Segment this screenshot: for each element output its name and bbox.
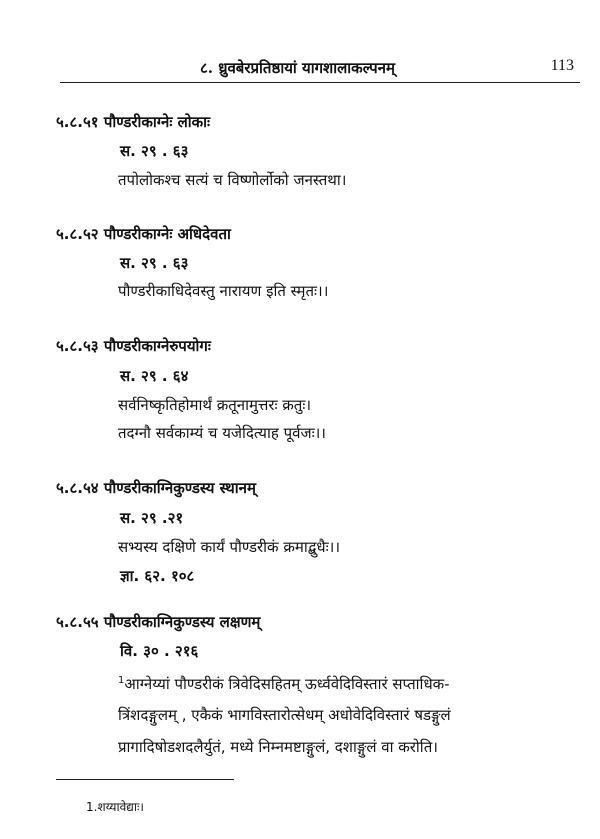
- verse-line: तपोलोकश्च सत्यं च विष्णोर्लोको जनस्तथा।: [118, 171, 347, 189]
- prose-line: त्रिंशदङ्गुलम् , एकैकं भागविस्तारोत्सेधम् अधोवेदिविस्तारं षडङ्गुलं: [118, 706, 451, 724]
- source-reference: स. २९ . ६४: [120, 367, 189, 385]
- footnote-marker: 1: [118, 675, 125, 686]
- running-header: [60, 58, 580, 83]
- source-reference: स. २९ . ६३: [120, 254, 189, 272]
- secondary-reference: ज्ञा. ६२. १०८: [120, 567, 195, 585]
- source-reference: स. २९ .२१: [120, 509, 184, 527]
- source-reference: वि. ३० . २१६: [120, 642, 199, 660]
- section-heading: ५.८.५५ पौण्डरीकाग्निकुण्डस्य लक्षणम्: [56, 613, 261, 631]
- footnote-divider: [56, 779, 234, 780]
- verse-line: सर्वनिष्कृतिहोमार्थं क्रतूनामुत्तरः क्रतुः।: [118, 396, 312, 414]
- running-title: ८. ध्रुवबेरप्रतिष्ठायां यागशालाकल्पनम्: [200, 59, 395, 77]
- section-heading: ५.८.५३ पौण्डरीकाग्नेरुपयोगः: [56, 337, 211, 355]
- prose-line: प्रागादिषोडशदलैर्युतं, मध्ये निम्नमष्टाङ्गुलं, दशाङ्गुलं वा करोति।: [118, 738, 438, 756]
- verse-line: पौण्डरीकाधिदेवस्तु नारायण इति स्मृतः।।: [118, 282, 329, 300]
- footnote: 1.शय्यावेद्याः।: [86, 800, 144, 814]
- prose-line: [118, 674, 450, 694]
- verse-line: सभ्यस्य दक्षिणे कार्यं पौण्डरीकं क्रमाद्बुधैः।।: [118, 538, 341, 556]
- section-heading: ५.८.५१ पौण्डरीकाग्नेः लोकाः: [56, 113, 211, 131]
- section-heading: ५.८.५२ पौण्डरीकाग्नेः अधिदेवता: [56, 225, 231, 243]
- prose-text: आग्नेय्यां पौण्डरीकं त्रिवेदिसहितम् ऊर्ध्ववेदिविस्तारं सप्ताधिक-: [124, 675, 450, 693]
- source-reference: स. २९ . ६३: [120, 142, 189, 160]
- section-heading: ५.८.५४ पौण्डरीकाग्निकुण्डस्य स्थानम्: [56, 479, 256, 497]
- page-number: 113: [550, 57, 574, 74]
- verse-line: तदग्नौ सर्वकाम्यं च यजेदित्याह पूर्वजः।।: [118, 424, 326, 442]
